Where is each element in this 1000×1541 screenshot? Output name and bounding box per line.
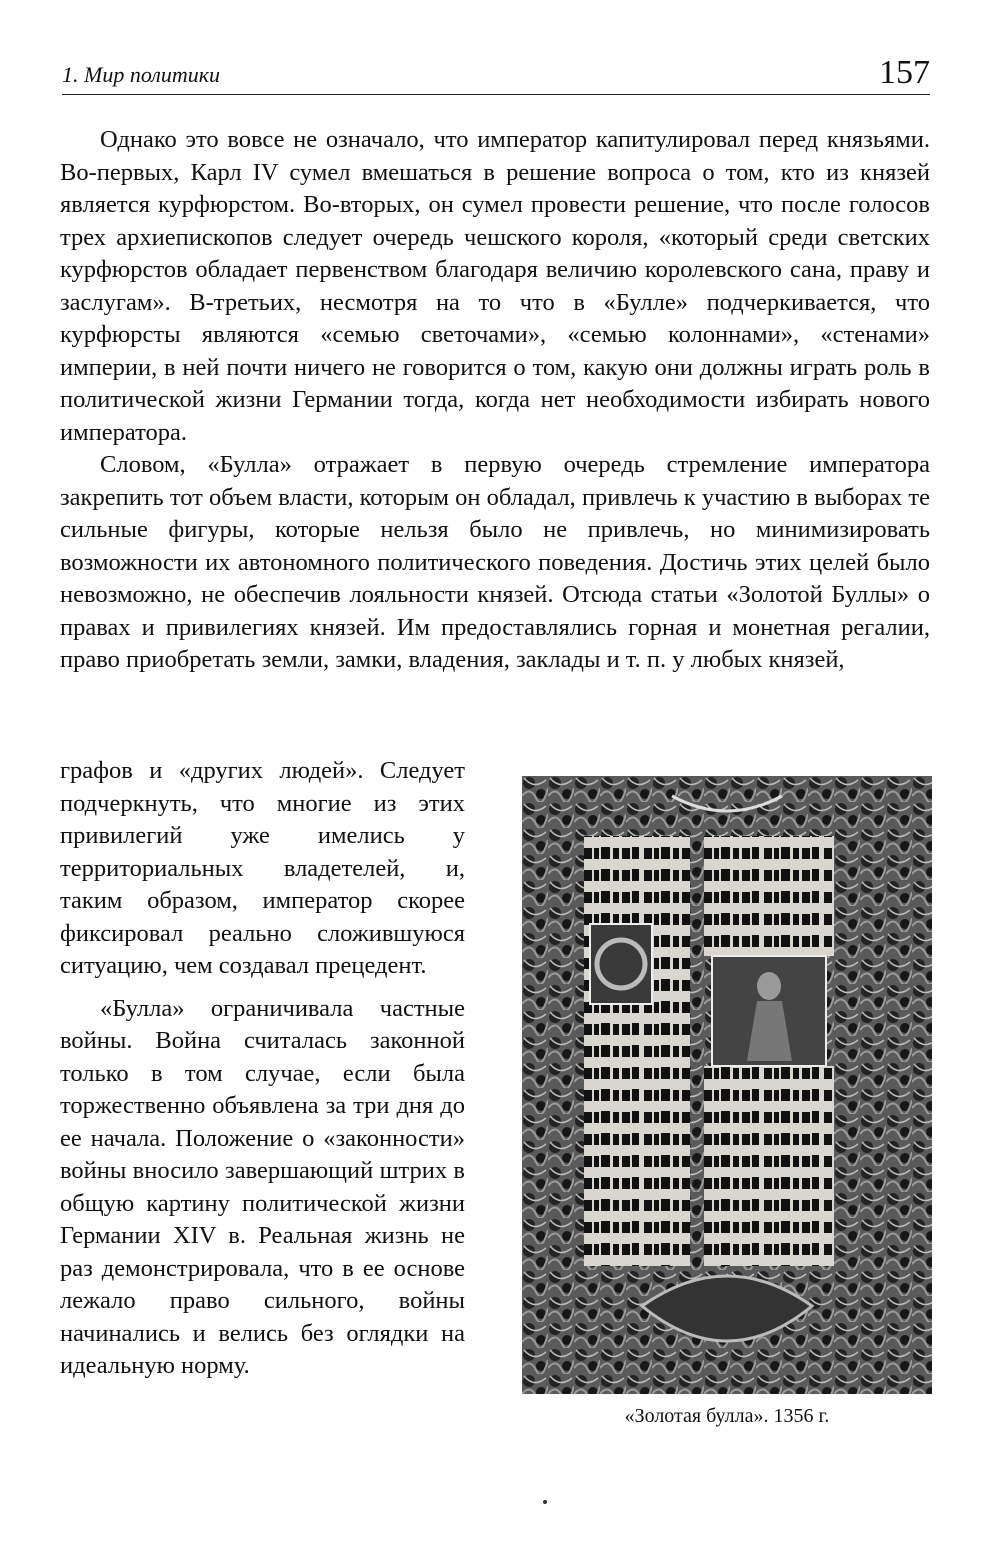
main-text xyxy=(60,124,930,677)
paragraph-continuation: графов и «других людей». Следует подчеркнуть, что многие из этих привилегий уже имелись у территориальных владетелей, и, таким образом, император скорее фиксировал реально сложившуюся ситуацию, чем создавал прецедент. xyxy=(60,757,465,979)
running-head-title: 1. Мир политики xyxy=(62,62,221,87)
paragraph: Однако это вовсе не означало, что император капитулировал перед князьями. Во-первых, Карл IV сумел вмешаться в решение вопроса о том, кто из князей является курфюрстом. Во-вторых, он сумел провести решение, что после голосов трех архиепископов следует очередь чешского короля, «который среди светских курфюрстов обладает первенством благодаря величию королевского сана, праву и заслугам». В-третьих, несмотря на то что в «Булле» подчеркивается, что курфюрсты являются «семью светочами», «семью колоннами», «стенами» империи, в ней почти ничего не говорится о том, какую они должны играть роль в политической жизни Германии тогда, когда нет необходимости избирать нового императора. xyxy=(60,126,930,446)
wrapped-text-column xyxy=(60,755,465,1383)
paragraph: Словом, «Булла» отражает в первую очередь стремление императора закрепить тот объем власти, которым он обладал, привлечь к участию в выборах те сильные фигуры, которые нельзя было не привлечь, но минимизировать возможности их автономного политического поведения. Достичь этих целей было невозможно, не обеспечив лояльности князей. Отсюда статьи «Золотой Буллы» о правах и привилегиях князей. Им предоставлялись горная и монетная регалии, право приобретать земли, замки, владения, заклады и т. п. у любых князей, xyxy=(60,451,930,673)
print-speck xyxy=(543,1500,547,1504)
paragraph: «Булла» ограничивала частные войны. Война считалась законной только в том случае, если была торжественно объявлена за три дня до ее начала. Положение о «законности» войны вносило завершающий штрих в общую картину политической жизни Германии XIV в. Реальная жизнь не раз демонстрировала, что в ее основе лежало право сильного, войны начинались и велись без оглядки на идеальную норму. xyxy=(60,994,465,1379)
page-number: 157 xyxy=(879,54,930,91)
golden-bull-page-image xyxy=(522,776,932,1394)
figure-caption: «Золотая булла». 1356 г. xyxy=(624,1405,830,1427)
manuscript-illustration xyxy=(522,776,932,1394)
running-header xyxy=(62,52,930,95)
